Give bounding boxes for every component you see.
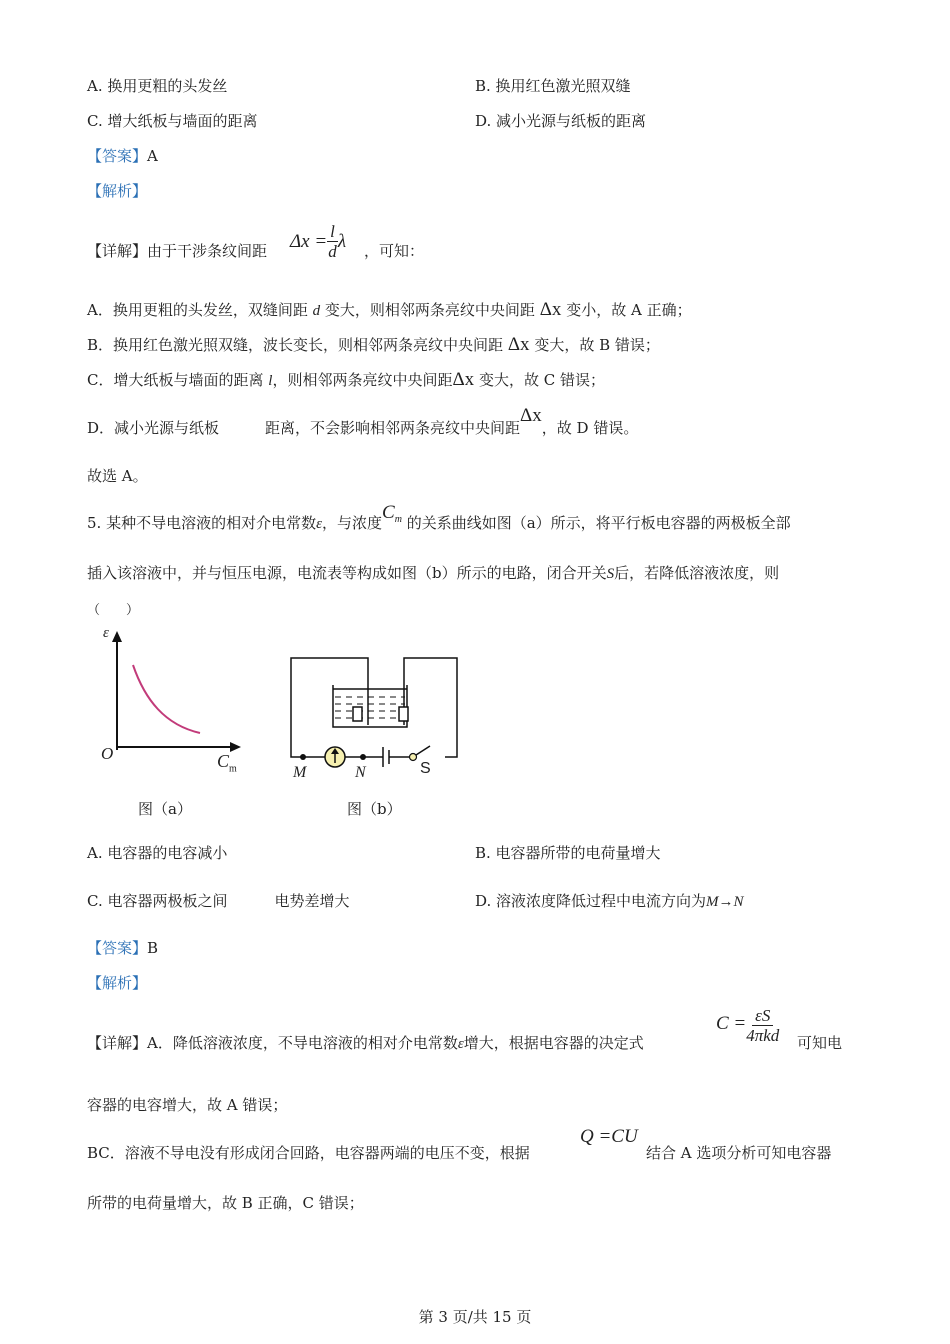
t: 变大，则相邻两条亮纹中央间距 <box>324 301 535 319</box>
t: 增大，根据电容器的决定式 <box>463 1034 644 1052</box>
t: 插入该溶液中，并与恒压电源，电流表等构成如图（b）所示的电路，闭合开关 <box>87 564 607 582</box>
formula-fraction <box>746 1006 779 1045</box>
x-sub: m <box>229 763 237 775</box>
figure-b-circuit <box>285 650 465 770</box>
fringe-spacing-formula <box>290 222 346 261</box>
y-axis-label: ε <box>103 625 109 641</box>
q5-stem-line2 <box>87 563 779 584</box>
t: 变大，故 B 错误； <box>534 336 660 354</box>
x-c: C <box>217 751 230 771</box>
q4-detail-intro <box>87 241 267 261</box>
origin-label: O <box>101 744 114 763</box>
delta-x: Δx <box>507 334 530 355</box>
cm-sub: m <box>394 514 402 525</box>
t: 电势差增大 <box>274 892 350 910</box>
q5-stem-line1 <box>87 502 791 540</box>
capacitance-formula <box>716 1006 779 1045</box>
var-d: d <box>312 303 321 319</box>
charge-formula: Q =CU <box>580 1126 638 1147</box>
y-arrow <box>112 631 122 642</box>
formula-num: εS <box>752 1006 773 1026</box>
var-l: l <box>268 373 273 389</box>
answer-blank: （ ） <box>87 603 140 618</box>
epsilon-curve <box>133 665 200 733</box>
formula-den: 4πkd <box>746 1026 780 1045</box>
detail-label: 【详解】 <box>87 1034 148 1052</box>
switch-s: S <box>606 566 615 582</box>
detail-after: ，可知： <box>364 242 425 260</box>
detail-text: 由于干涉条纹间距 <box>147 242 268 260</box>
q4-detail-d <box>87 405 639 438</box>
t: ，故 D 错误。 <box>541 419 639 437</box>
answer-label: 【答案】 <box>87 147 148 165</box>
q5-option-a: A. 电容器的电容减小 <box>87 844 228 862</box>
formula-rhs: λ <box>337 230 347 252</box>
q5-detail-a-cont: 容器的电容增大，故 A 错误； <box>87 1096 288 1114</box>
formula-lhs: Δx = <box>290 230 328 252</box>
cm: C <box>382 502 395 523</box>
q4-detail-a <box>87 300 692 321</box>
label-s: S <box>420 760 431 777</box>
node-m <box>300 754 306 760</box>
label-m: M <box>293 764 307 781</box>
t: 结合 A 选项分析可知电容器 <box>646 1144 832 1162</box>
q4-option-d: D. 减小光源与纸板的距离 <box>475 112 647 130</box>
delta-x: Δx <box>539 299 562 320</box>
epsilon: ε <box>316 516 323 532</box>
answer-value: A <box>147 147 158 165</box>
q4-detail-b <box>87 335 660 355</box>
t: A．降低溶液浓度，不导电溶液的相对介电常数 <box>147 1034 458 1052</box>
t: ，与浓度 <box>322 514 383 532</box>
label-n: N <box>355 764 366 781</box>
node-n <box>360 754 366 760</box>
q5-option-b: B. 电容器所带的电荷量增大 <box>475 844 661 862</box>
direction: M→N <box>706 894 744 910</box>
q4-option-a: A. 换用更粗的头发丝 <box>87 77 228 95</box>
t: D. 溶液浓度降低过程中电流方向为 <box>475 892 707 910</box>
t: 的关系曲线如图（a）所示，将平行板电容器的两极板全部 <box>406 514 791 532</box>
t: 可知电 <box>797 1034 843 1052</box>
plate-right <box>399 707 408 721</box>
t: 变大，故 C 错误； <box>478 371 605 389</box>
t: 距离，不会影响相邻两条亮纹中央间距 <box>265 419 521 437</box>
switch-icon <box>410 754 417 761</box>
figure-b-caption: 图（b） <box>347 800 402 818</box>
t: D．减小光源与纸板 <box>87 419 220 437</box>
t: C．增大纸板与墙面的距离 <box>87 371 264 389</box>
detail-label: 【详解】 <box>87 242 148 260</box>
answer-label: 【答案】 <box>87 939 148 957</box>
t: 5. 某种不导电溶液的相对介电常数 <box>87 514 317 532</box>
t: ，则相邻两条亮纹中央间距 <box>272 371 453 389</box>
page-footer: 第 3 页/共 15 页 <box>418 1308 532 1326</box>
t: C. 电容器两极板之间 <box>87 892 228 910</box>
answer-value: B <box>147 939 159 957</box>
formula-num: l <box>327 222 338 242</box>
plate-left <box>353 707 362 721</box>
epsilon: ε <box>457 1036 464 1052</box>
formula-fraction <box>327 222 338 261</box>
q4-option-c: C. 增大纸板与墙面的距离 <box>87 112 258 130</box>
q5-option-c <box>87 891 350 911</box>
q5-detail-bc: BC．溶液不导电没有形成闭合回路，电容器两端的电压不变，根据 <box>87 1144 530 1162</box>
q4-option-b: B. 换用红色激光照双缝 <box>475 77 631 95</box>
t: B．换用红色激光照双缝，波长变长，则相邻两条亮纹中央间距 <box>87 336 504 354</box>
q5-detail-a <box>87 1033 644 1054</box>
t: 变小，故 A 正确； <box>566 301 692 319</box>
q4-detail-c <box>87 370 605 391</box>
delta-x: Δx <box>452 369 475 390</box>
q4-answer <box>87 146 158 166</box>
figure-a-caption: 图（a） <box>138 800 192 818</box>
q5-detail-bc-cont: 所带的电荷量增大，故 B 正确，C 错误； <box>87 1194 364 1212</box>
t: A．换用更粗的头发丝，双缝间距 <box>87 301 308 319</box>
q5-answer <box>87 938 158 958</box>
formula-lhs: C = <box>716 1012 747 1034</box>
q5-option-d <box>475 891 744 912</box>
delta-x: Δx <box>520 405 542 426</box>
q4-conclusion: 故选 A。 <box>87 467 148 485</box>
formula-den: d <box>328 242 337 261</box>
t: 后，若降低溶液浓度，则 <box>614 564 780 582</box>
q5-analysis-label: 【解析】 <box>87 974 148 992</box>
q4-analysis-label: 【解析】 <box>87 182 148 200</box>
x-axis-label <box>217 751 237 775</box>
